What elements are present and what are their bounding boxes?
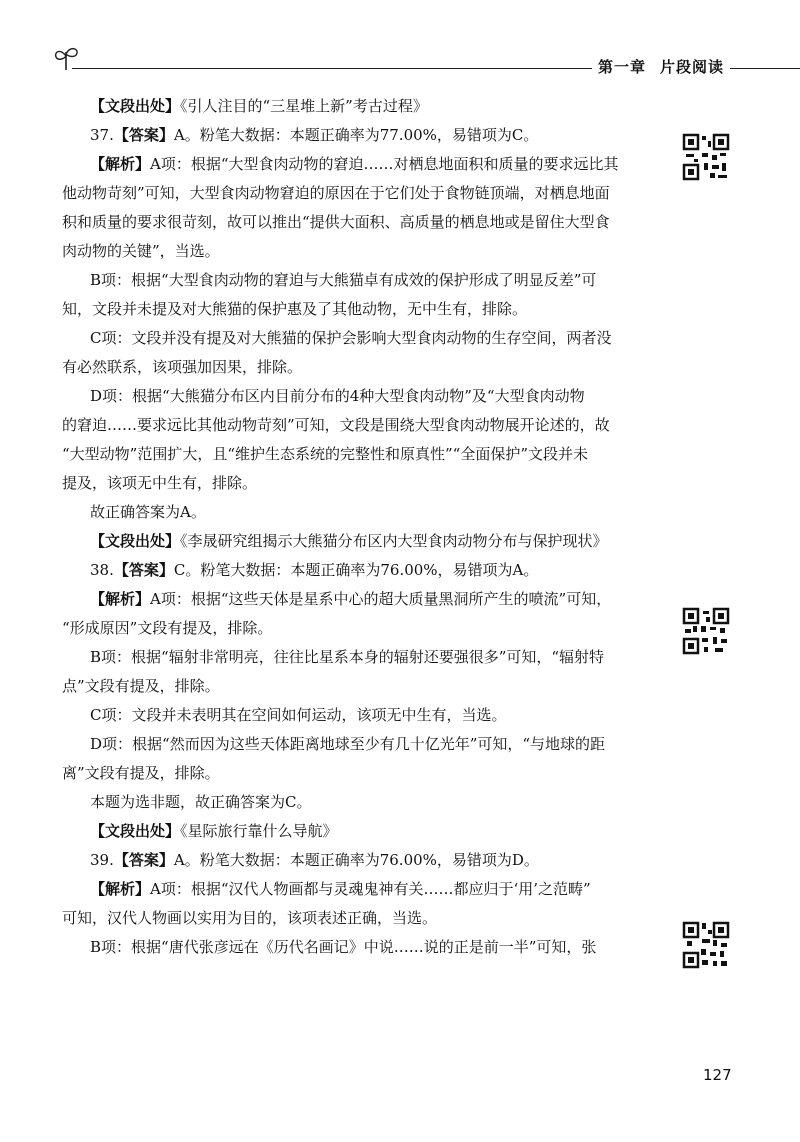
line-text: A。粉笔大数据：本题正确率为77.00%，易错项为C。 <box>173 126 539 144</box>
text-line <box>62 817 662 846</box>
line-text: 本题为选非题，故正确答案为C。 <box>90 793 312 811</box>
line-text: A项：根据“大型食肉动物的窘迫……对栖息地面积和质量的要求远比其 <box>150 155 619 173</box>
text-line <box>62 266 662 295</box>
text-line <box>62 759 662 788</box>
text-line <box>62 150 662 179</box>
line-text: B项：根据“辐射非常明亮，往往比星系本身的辐射还要强很多”可知，“辐射特 <box>90 648 605 666</box>
line-text: “形成原因”文段有提及，排除。 <box>62 619 273 637</box>
qr-code-icon <box>682 921 730 969</box>
answer-explanations <box>62 92 662 962</box>
line-text: 提及，该项无中生有，排除。 <box>62 474 258 492</box>
line-text: D项：根据“然而因为这些天体距离地球至少有几十亿光年”可知，“与地球的距 <box>90 735 606 753</box>
line-text: 离”文段有提及，排除。 <box>62 764 220 782</box>
line-text: 点”文段有提及，排除。 <box>62 677 220 695</box>
section-name: 片段阅读 <box>660 58 725 76</box>
page-number: 127 <box>703 1066 732 1084</box>
line-text: 故正确答案为A。 <box>90 503 206 521</box>
text-line <box>62 904 662 933</box>
line-text: 可知，汉代人物画以实用为目的，该项表述正确，当选。 <box>62 909 438 927</box>
leaf-ornament-icon <box>52 44 82 74</box>
label-tag: 【答案】 <box>113 126 174 144</box>
text-line <box>62 179 662 208</box>
line-text: 《引人注目的“三星堆上新”考古过程》 <box>180 97 428 115</box>
chapter-number: 第一章 <box>598 58 647 76</box>
qr-code-icon <box>682 133 730 181</box>
text-line <box>62 324 662 353</box>
label-tag: 【文段出处】 <box>90 97 181 115</box>
text-line <box>62 585 662 614</box>
text-line <box>62 498 662 527</box>
text-line <box>62 614 662 643</box>
label-tag: 【答案】 <box>113 851 174 869</box>
line-text: 39. <box>90 851 114 869</box>
label-tag: 【解析】 <box>90 590 151 608</box>
text-line <box>62 875 662 904</box>
label-tag: 【解析】 <box>90 880 151 898</box>
text-line <box>62 933 662 962</box>
line-text: D项：根据“大熊猫分布区内目前分布的4种大型食肉动物”及“大型食肉动物 <box>90 387 585 405</box>
line-text: “大型动物”范围扩大，且“维护生态系统的完整性和原真性”“全面保护”文段并未 <box>62 445 589 463</box>
line-text: A项：根据“汉代人物画都与灵魂鬼神有关……都应归于‘用’之范畴” <box>150 880 591 898</box>
text-line <box>62 730 662 759</box>
line-text: 37. <box>90 126 114 144</box>
text-line <box>62 527 662 556</box>
line-text: 《李晟研究组揭示大熊猫分布区内大型食肉动物分布与保护现状》 <box>180 532 608 550</box>
line-text: 38. <box>90 561 114 579</box>
line-text: C。粉笔大数据：本题正确率为76.00%，易错项为A。 <box>173 561 539 579</box>
line-text: B项：根据“唐代张彦远在《历代名画记》中说……说的正是前一半”可知，张 <box>90 938 597 956</box>
line-text: 知，文段并未提及对大熊猫的保护惠及了其他动物，无中生有，排除。 <box>62 300 528 318</box>
text-line <box>62 411 662 440</box>
chapter-title <box>592 56 730 77</box>
text-line <box>62 295 662 324</box>
text-line <box>62 440 662 469</box>
text-line <box>62 701 662 730</box>
running-header <box>52 44 800 80</box>
text-line <box>62 469 662 498</box>
text-line <box>62 208 662 237</box>
qr-code-icon <box>682 607 730 655</box>
text-line <box>62 237 662 266</box>
text-line <box>62 353 662 382</box>
label-tag: 【文段出处】 <box>90 532 181 550</box>
text-line <box>62 672 662 701</box>
line-text: 他动物苛刻”可知，大型食肉动物窘迫的原因在于它们处于食物链顶端，对栖息地面 <box>62 184 610 202</box>
label-tag: 【答案】 <box>113 561 174 579</box>
text-line <box>62 556 662 585</box>
label-tag: 【解析】 <box>90 155 151 173</box>
line-text: 积和质量的要求很苛刻，故可以推出“提供大面积、高质量的栖息地或是留住大型食 <box>62 213 610 231</box>
line-text: B项：根据“大型食肉动物的窘迫与大熊猫卓有成效的保护形成了明显反差”可 <box>90 271 597 289</box>
label-tag: 【文段出处】 <box>90 822 181 840</box>
text-line <box>62 846 662 875</box>
line-text: C项：文段并未表明其在空间如何运动，该项无中生有，当选。 <box>90 706 507 724</box>
text-line <box>62 643 662 672</box>
line-text: 肉动物的关键”，当选。 <box>62 242 220 260</box>
line-text: 有必然联系，该项强加因果，排除。 <box>62 358 303 376</box>
line-text: 的窘迫……要求远比其他动物苛刻”可知，文段是围绕大型食肉动物展开论述的，故 <box>62 416 610 434</box>
line-text: C项：文段并没有提及对大熊猫的保护会影响大型食肉动物的生存空间，两者没 <box>90 329 612 347</box>
text-line <box>62 121 662 150</box>
text-line <box>62 92 662 121</box>
text-line <box>62 788 662 817</box>
line-text: A项：根据“这些天体是星系中心的超大质量黑洞所产生的喷流”可知， <box>150 590 612 608</box>
text-line <box>62 382 662 411</box>
line-text: A。粉笔大数据：本题正确率为76.00%，易错项为D。 <box>173 851 539 869</box>
line-text: 《星际旅行靠什么导航》 <box>180 822 338 840</box>
